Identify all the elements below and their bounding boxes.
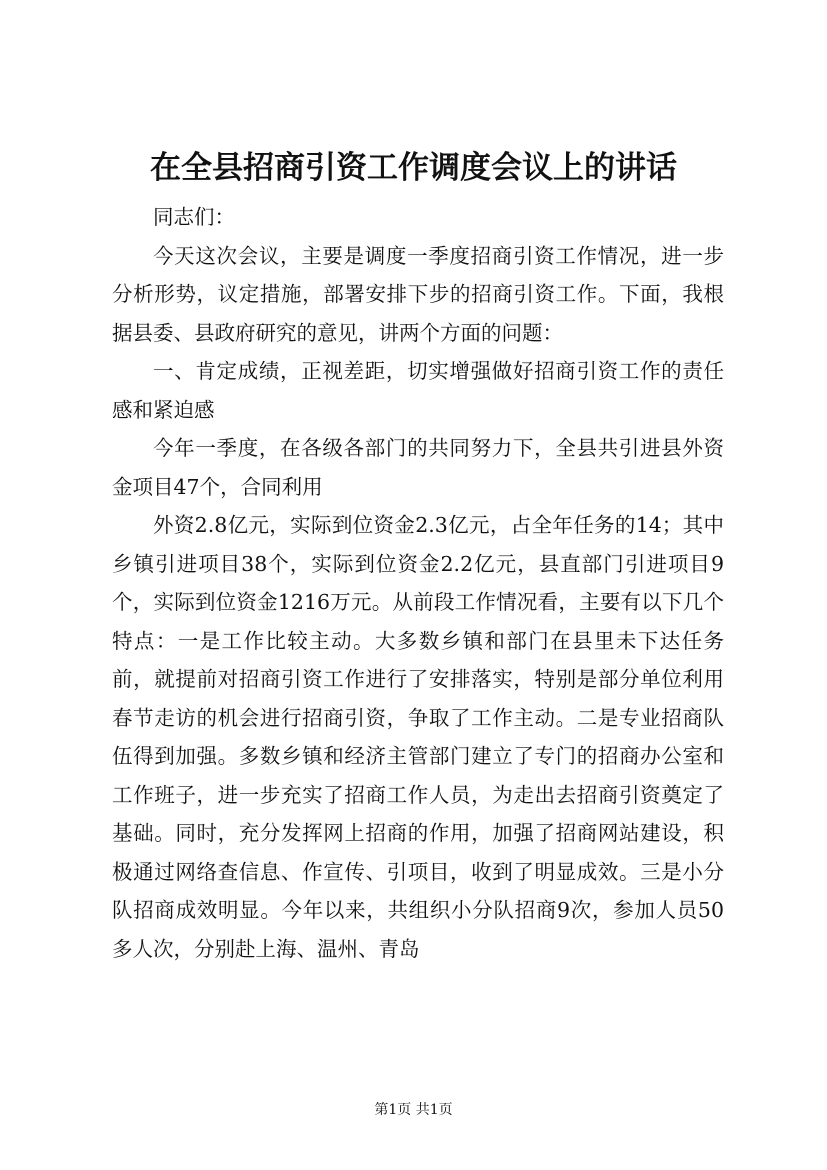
paragraph-section-heading: 一、肯定成绩，正视差距，切实增强做好招商引资工作的责任感和紧迫感: [112, 359, 724, 422]
paragraph-greeting: 同志们：: [153, 205, 235, 229]
paragraph-q1-summary: 今年一季度，在各级各部门的共同努力下，全县共引进县外资金项目47个，合同利用: [112, 436, 724, 499]
paragraph-intro: 今天这次会议，主要是调度一季度招商引资工作情况，进一步分析形势，议定措施，部署安排下步的招商引资工作。下面，我根据县委、县政府研究的意见，讲两个方面的问题：: [112, 243, 724, 345]
document-body: [112, 198, 724, 968]
paragraph-details: 外资2.8亿元，实际到位资金2.3亿元，占全年任务的14；其中乡镇引进项目38个，实际到位资金2.2亿元，县直部门引进项目9个，实际到位资金1216万元。从前段工作情况看，主要有以下几个特点：一是工作比较主动。大多数乡镇和部门在县里未下达任务前，就提前对招商引资工作进行了安排落实，特别是部分单位利用春节走访的机会进行招商引资，争取了工作主动。二是专业招商队伍得到加强。多数乡镇和经济主管部门建立了专门的招商办公室和工作班子，进一步充实了招商工作人员，为走出去招商引资奠定了基础。同时，充分发挥网上招商的作用，加强了招商网站建设，积极通过网络查信息、作宣传、引项目，收到了明显成效。三是小分队招商成效明显。今年以来，共组织小分队招商9次，参加人员50多人次，分别赴上海、温州、青岛: [112, 513, 724, 961]
document-title: 在全县招商引资工作调度会议上的讲话: [150, 150, 677, 186]
page-footer: 第1页 共1页: [374, 1102, 453, 1118]
